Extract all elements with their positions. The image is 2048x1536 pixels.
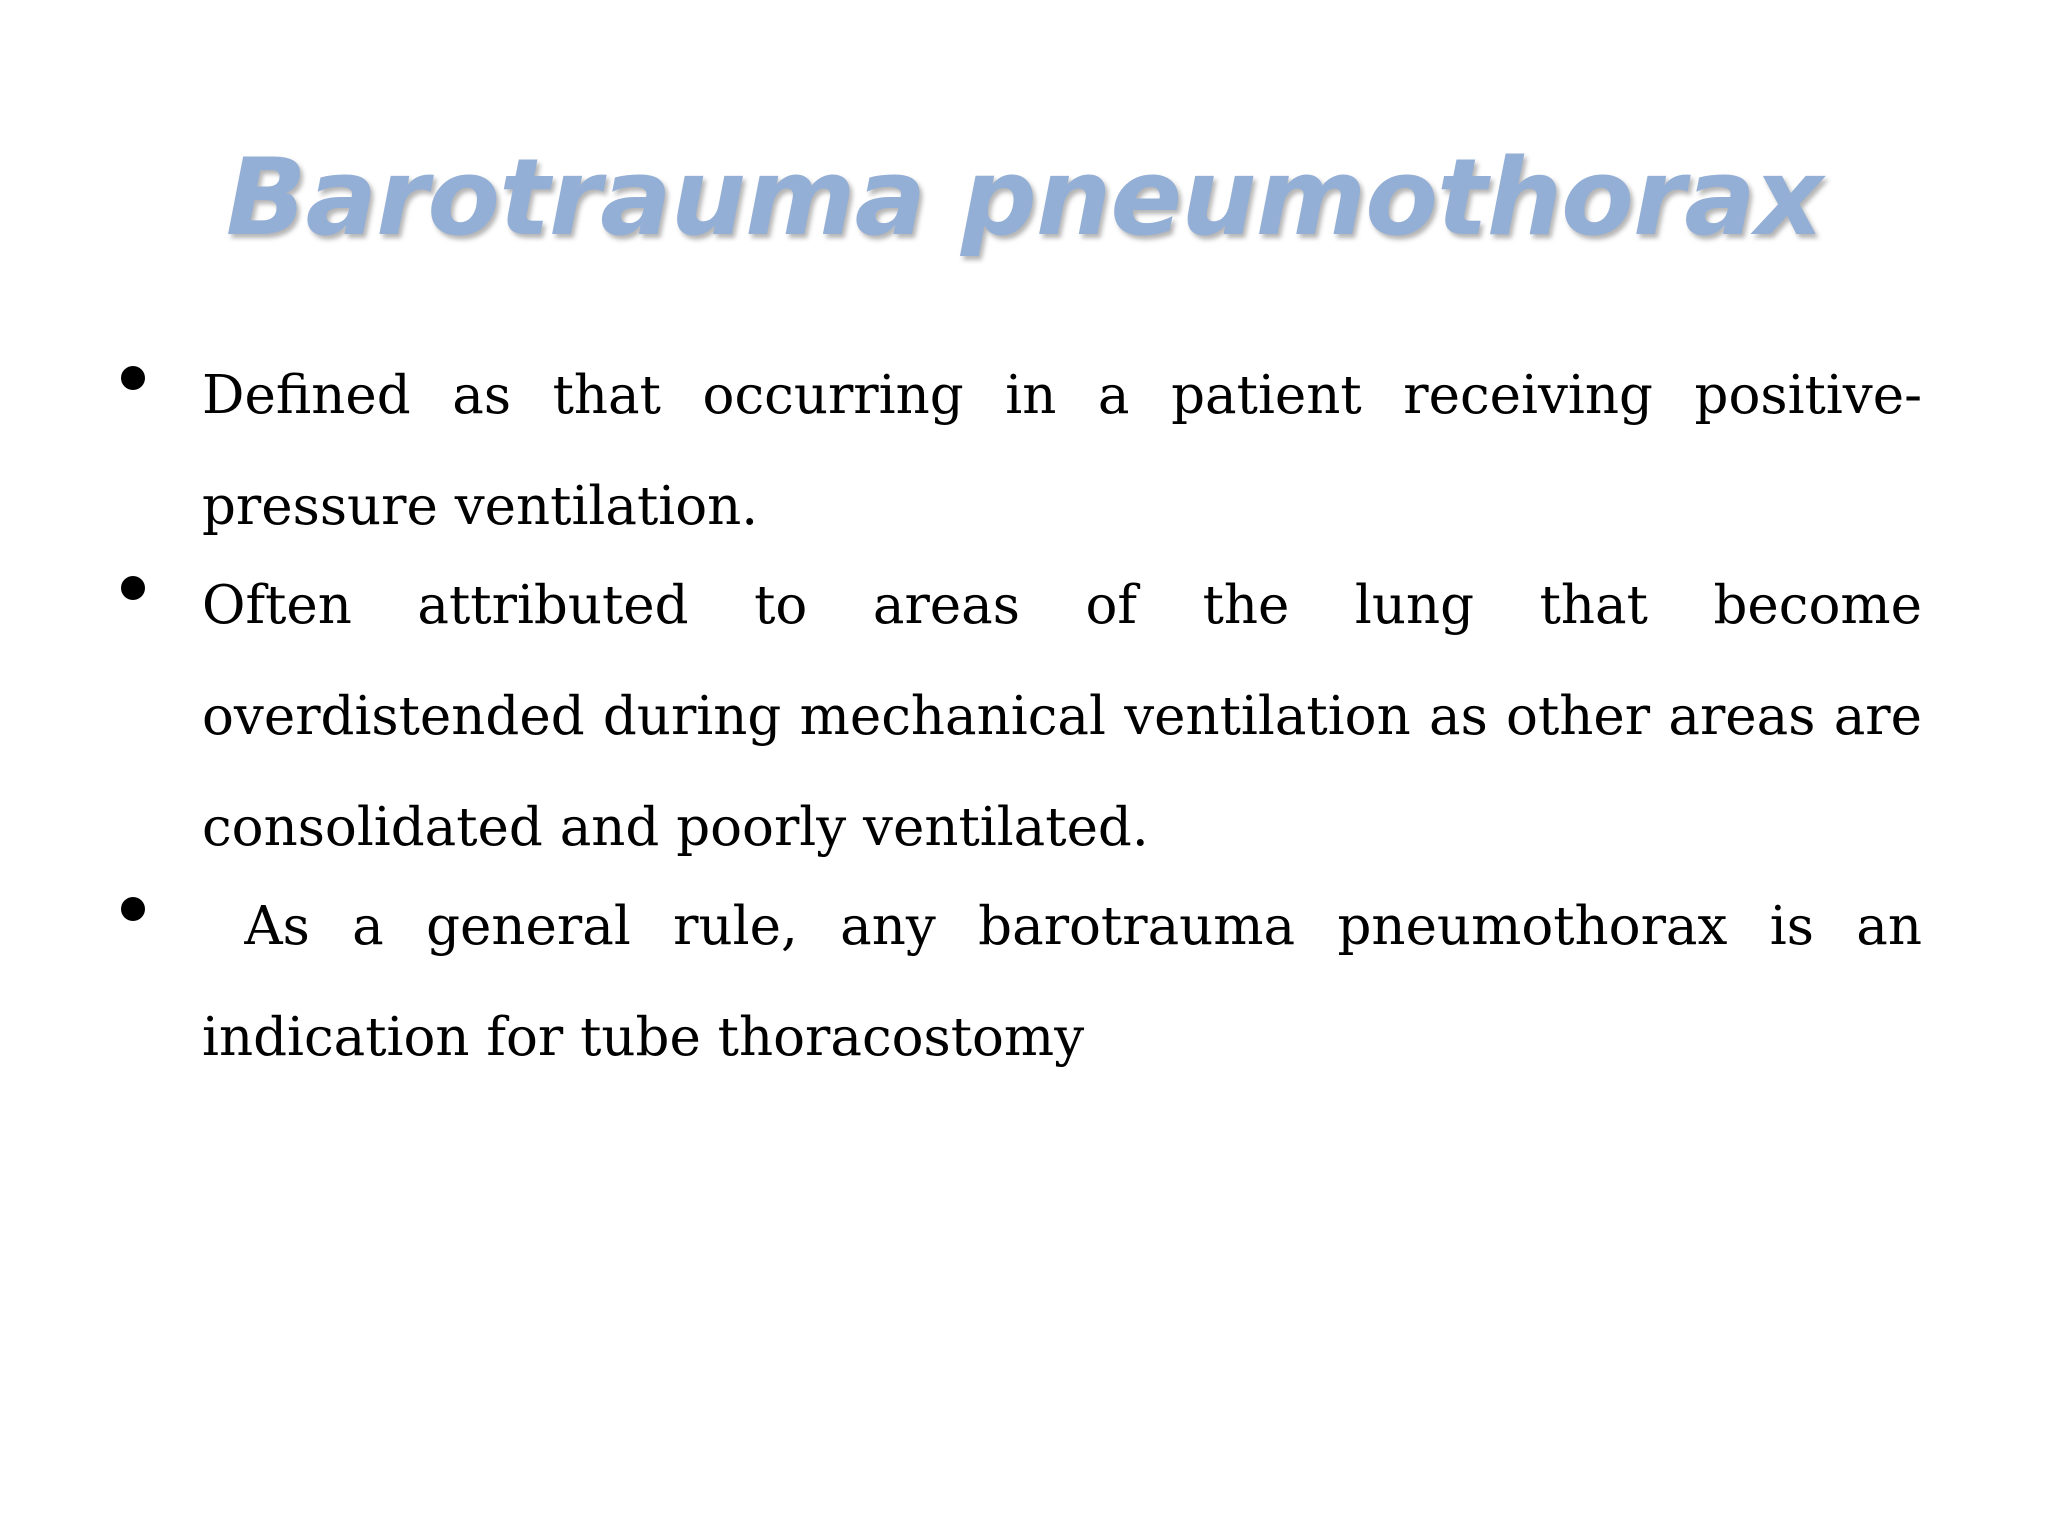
bullet-text: Defined as that occurring in a patient receiving positive-pressure ventilation.: [202, 365, 1922, 537]
bullet-item: [0, 871, 1939, 1093]
bullet-item: [0, 340, 1922, 562]
bullet-text: As a general rule, any barotrauma pneumothorax is an indication for tube thoracostomy: [202, 896, 1939, 1068]
bullet-item: [0, 550, 1922, 883]
slide-title: Barotrauma pneumothorax: [225, 136, 1823, 259]
bullet-dot-icon: [121, 897, 145, 921]
bullet-text: Often attributed to areas of the lung that become overdistended during mechanical ventilation as other areas are consolidated and poorly ventilated.: [202, 575, 1922, 858]
bullet-dot-icon: [121, 576, 145, 600]
bullet-dot-icon: [121, 366, 145, 390]
bullet-list: [0, 365, 2048, 1111]
